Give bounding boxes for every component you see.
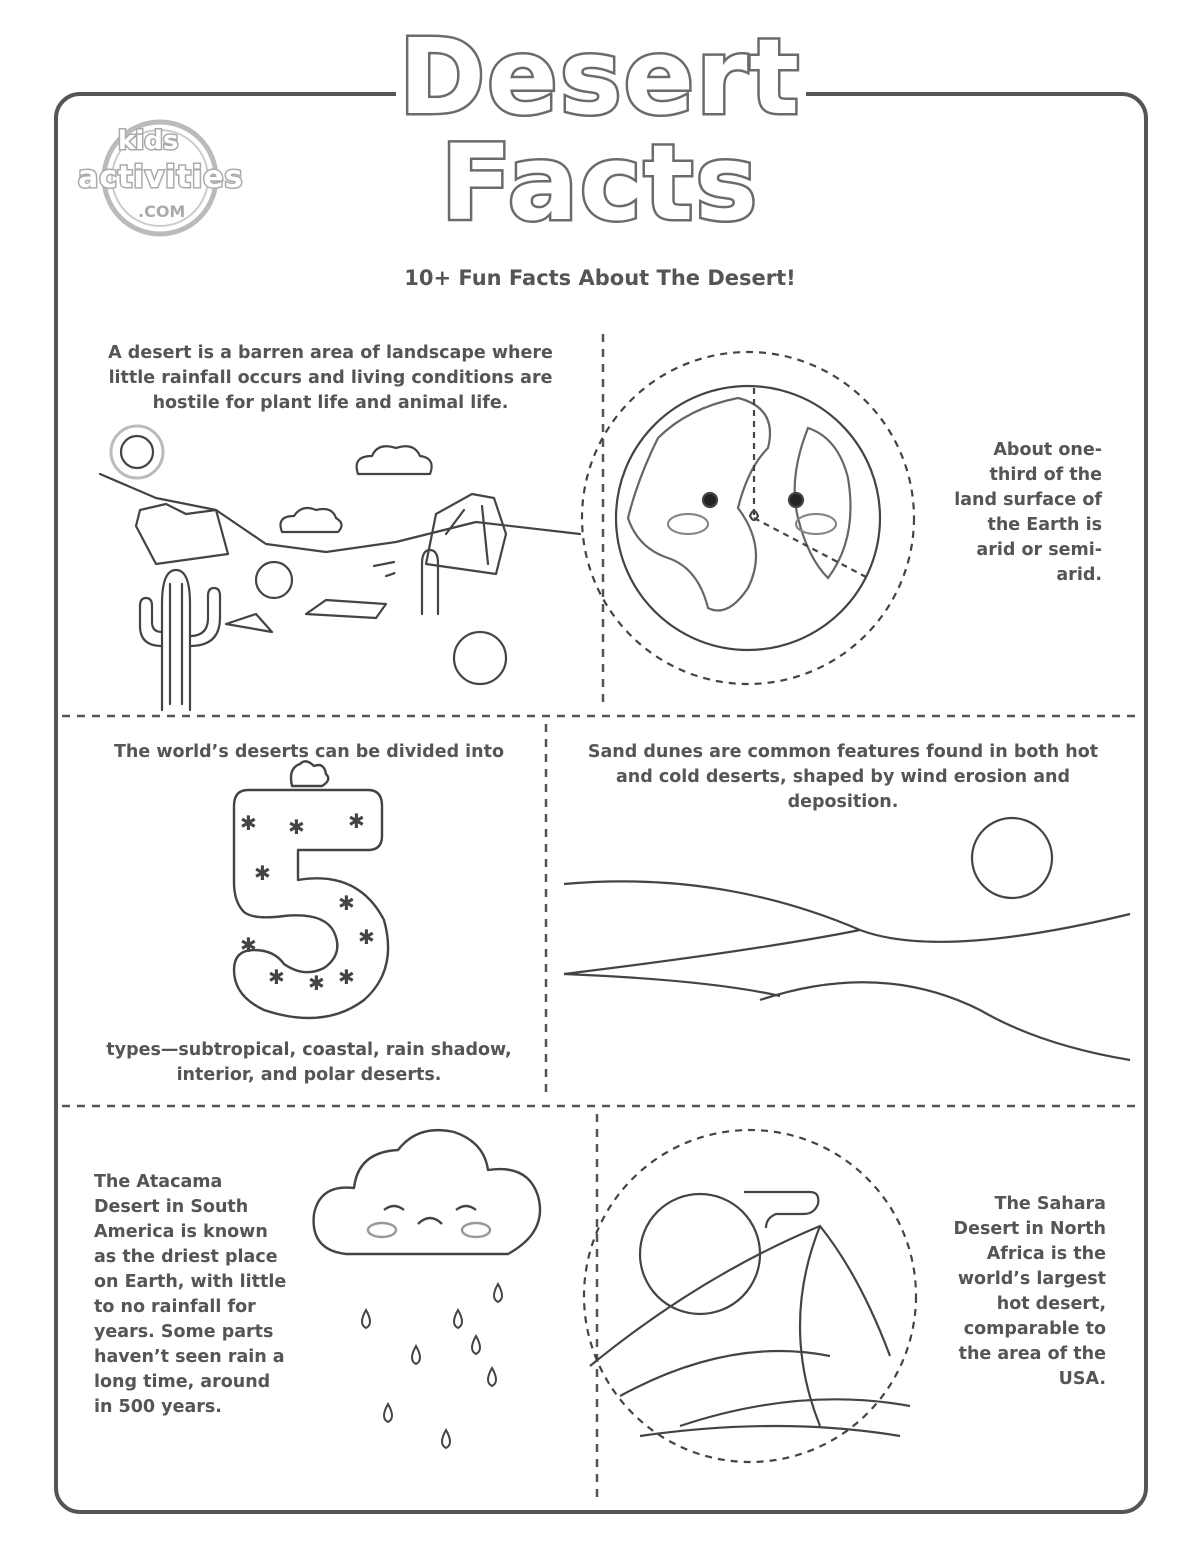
- subtitle: 10+ Fun Facts About The Desert!: [404, 266, 796, 290]
- earth-face-icon: [578, 348, 918, 688]
- svg-text:✱: ✱: [288, 815, 305, 839]
- fact-types-intro: The world’s deserts can be divided into: [113, 742, 505, 762]
- fact-sand-dunes: Sand dunes are common features found in both hot and cold deserts, shaped by wind erosion and deposition.: [587, 742, 1099, 812]
- logo-kids: kids: [118, 126, 179, 156]
- svg-text:✱: ✱: [254, 861, 271, 885]
- svg-text:✱: ✱: [308, 971, 325, 995]
- fact-atacama: The Atacama Desert in South America is known as the driest place on Earth, with little to no rainfall for years. Some parts haven’t seen rain a long time, around in 500 years.: [94, 1172, 287, 1417]
- svg-text:✱: ✱: [348, 809, 365, 833]
- fact-definition: A desert is a barren area of landscape where little rainfall occurs and living conditions are hostile for plant life and animal life.: [108, 343, 553, 413]
- fact-arid-earth: About one-third of the land surface of the Earth is arid or semi-arid.: [954, 440, 1102, 585]
- logo-activities: activities: [78, 160, 244, 195]
- title-line-2: Facts: [440, 122, 760, 244]
- sand-dunes-icon: [560, 810, 1140, 1070]
- desert-landscape-icon: [96, 414, 596, 714]
- logo-com: .COM: [138, 202, 186, 221]
- rain-cloud-icon: [306, 1124, 566, 1464]
- fact-types-list: types—subtropical, coastal, rain shadow, interior, and polar deserts.: [106, 1040, 512, 1085]
- cactus-five-icon: [218, 760, 398, 1020]
- title-line-1: Desert: [398, 16, 802, 138]
- svg-text:✱: ✱: [338, 891, 355, 915]
- svg-text:✱: ✱: [240, 933, 257, 957]
- svg-text:✱: ✱: [338, 965, 355, 989]
- fact-sahara: The Sahara Desert in North Africa is the world’s largest hot desert, comparable to the area of the USA.: [953, 1194, 1106, 1389]
- svg-text:✱: ✱: [358, 925, 375, 949]
- svg-text:✱: ✱: [240, 811, 257, 835]
- sahara-sun-icon: [580, 1126, 920, 1466]
- svg-text:✱: ✱: [268, 965, 285, 989]
